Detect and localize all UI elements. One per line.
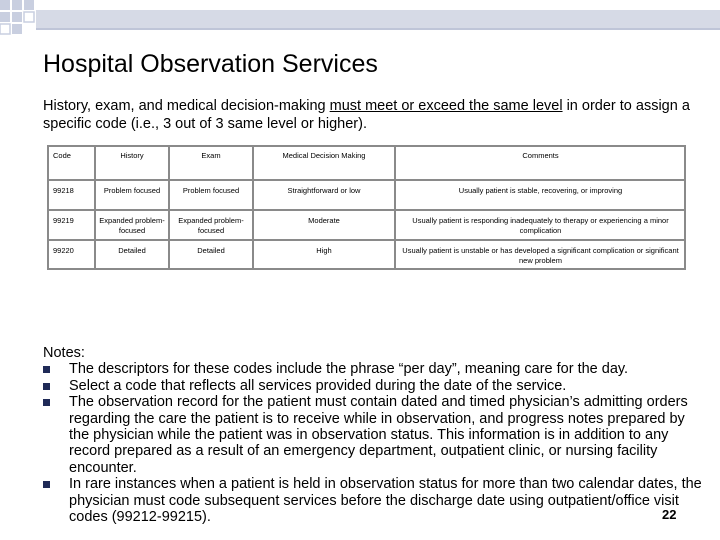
table-header-row xyxy=(48,145,686,180)
cell-exam: Detailed xyxy=(197,246,225,255)
page-number: 22 xyxy=(662,507,677,522)
intro-text xyxy=(43,97,703,133)
cell-comments: Usually patient is responding inadequately to therapy or experiencing a minor complication xyxy=(412,216,669,235)
cell-mdm: Moderate xyxy=(308,216,340,225)
square-bullet-icon xyxy=(43,481,50,488)
header-history: History xyxy=(120,151,144,160)
observation-codes-table xyxy=(48,145,686,273)
note-text: In rare instances when a patient is held in observation status for more than two calendar dates, the physician must code subsequent services before the discharge date using outpatient/office visit codes (99212-99215). xyxy=(69,476,702,526)
cell-code: 99219 xyxy=(53,216,74,225)
note-text: The descriptors for these codes include the phrase “per day”, meaning care for the day. xyxy=(69,361,629,378)
table-row xyxy=(48,210,686,240)
note-text: Select a code that reflects all services provided during the date of the service. xyxy=(69,377,567,394)
intro-before: History, exam, and medical decision-making xyxy=(43,98,330,114)
cell-code: 99220 xyxy=(53,246,74,255)
notes-list xyxy=(43,361,703,525)
cell-mdm: Straightforward or low xyxy=(287,186,361,195)
header-exam: Exam xyxy=(201,151,221,160)
notes-section xyxy=(43,345,703,525)
slide-title: Hospital Observation Services xyxy=(43,50,378,78)
header-code: Code xyxy=(53,151,71,160)
cell-comments: Usually patient is unstable or has developed a significant complication or significant new problem xyxy=(402,246,679,265)
cell-comments: Usually patient is stable, recovering, or improving xyxy=(458,186,623,195)
cell-exam: Problem focused xyxy=(182,186,240,195)
list-item xyxy=(43,394,703,476)
intro-underlined: must meet or exceed the same level xyxy=(329,98,563,114)
square-bullet-icon xyxy=(43,399,50,406)
note-text: The observation record for the patient must contain dated and timed physician’s admitting orders regarding the care the patient is to receive while in observation, and progress notes prepared by the physician while the patient was in observation status. This information is in addition to any record prepared as a result of an emergency department, outpatient clinic, or nursing facility encounter. xyxy=(69,394,688,476)
notes-heading: Notes: xyxy=(43,345,85,361)
header-mdm: Medical Decision Making xyxy=(282,151,366,160)
table-row xyxy=(48,240,686,273)
header-decoration xyxy=(0,0,720,44)
intro-after: in order to assign a specific code (i.e., 3 out of 3 same level or higher). xyxy=(43,98,690,132)
list-item xyxy=(43,361,703,377)
cell-exam: Expanded problem-focused xyxy=(178,216,244,235)
square-bullet-icon xyxy=(43,383,50,390)
cell-code: 99218 xyxy=(53,186,74,195)
header-comments: Comments xyxy=(522,151,559,160)
square-bullet-icon xyxy=(43,366,50,373)
list-item xyxy=(43,378,703,394)
table-row xyxy=(48,180,686,210)
cell-history: Expanded problem-focused xyxy=(99,216,165,235)
cell-history: Problem focused xyxy=(103,186,161,195)
list-item xyxy=(43,476,703,525)
cell-history: Detailed xyxy=(118,246,146,255)
cell-mdm: High xyxy=(316,246,332,255)
